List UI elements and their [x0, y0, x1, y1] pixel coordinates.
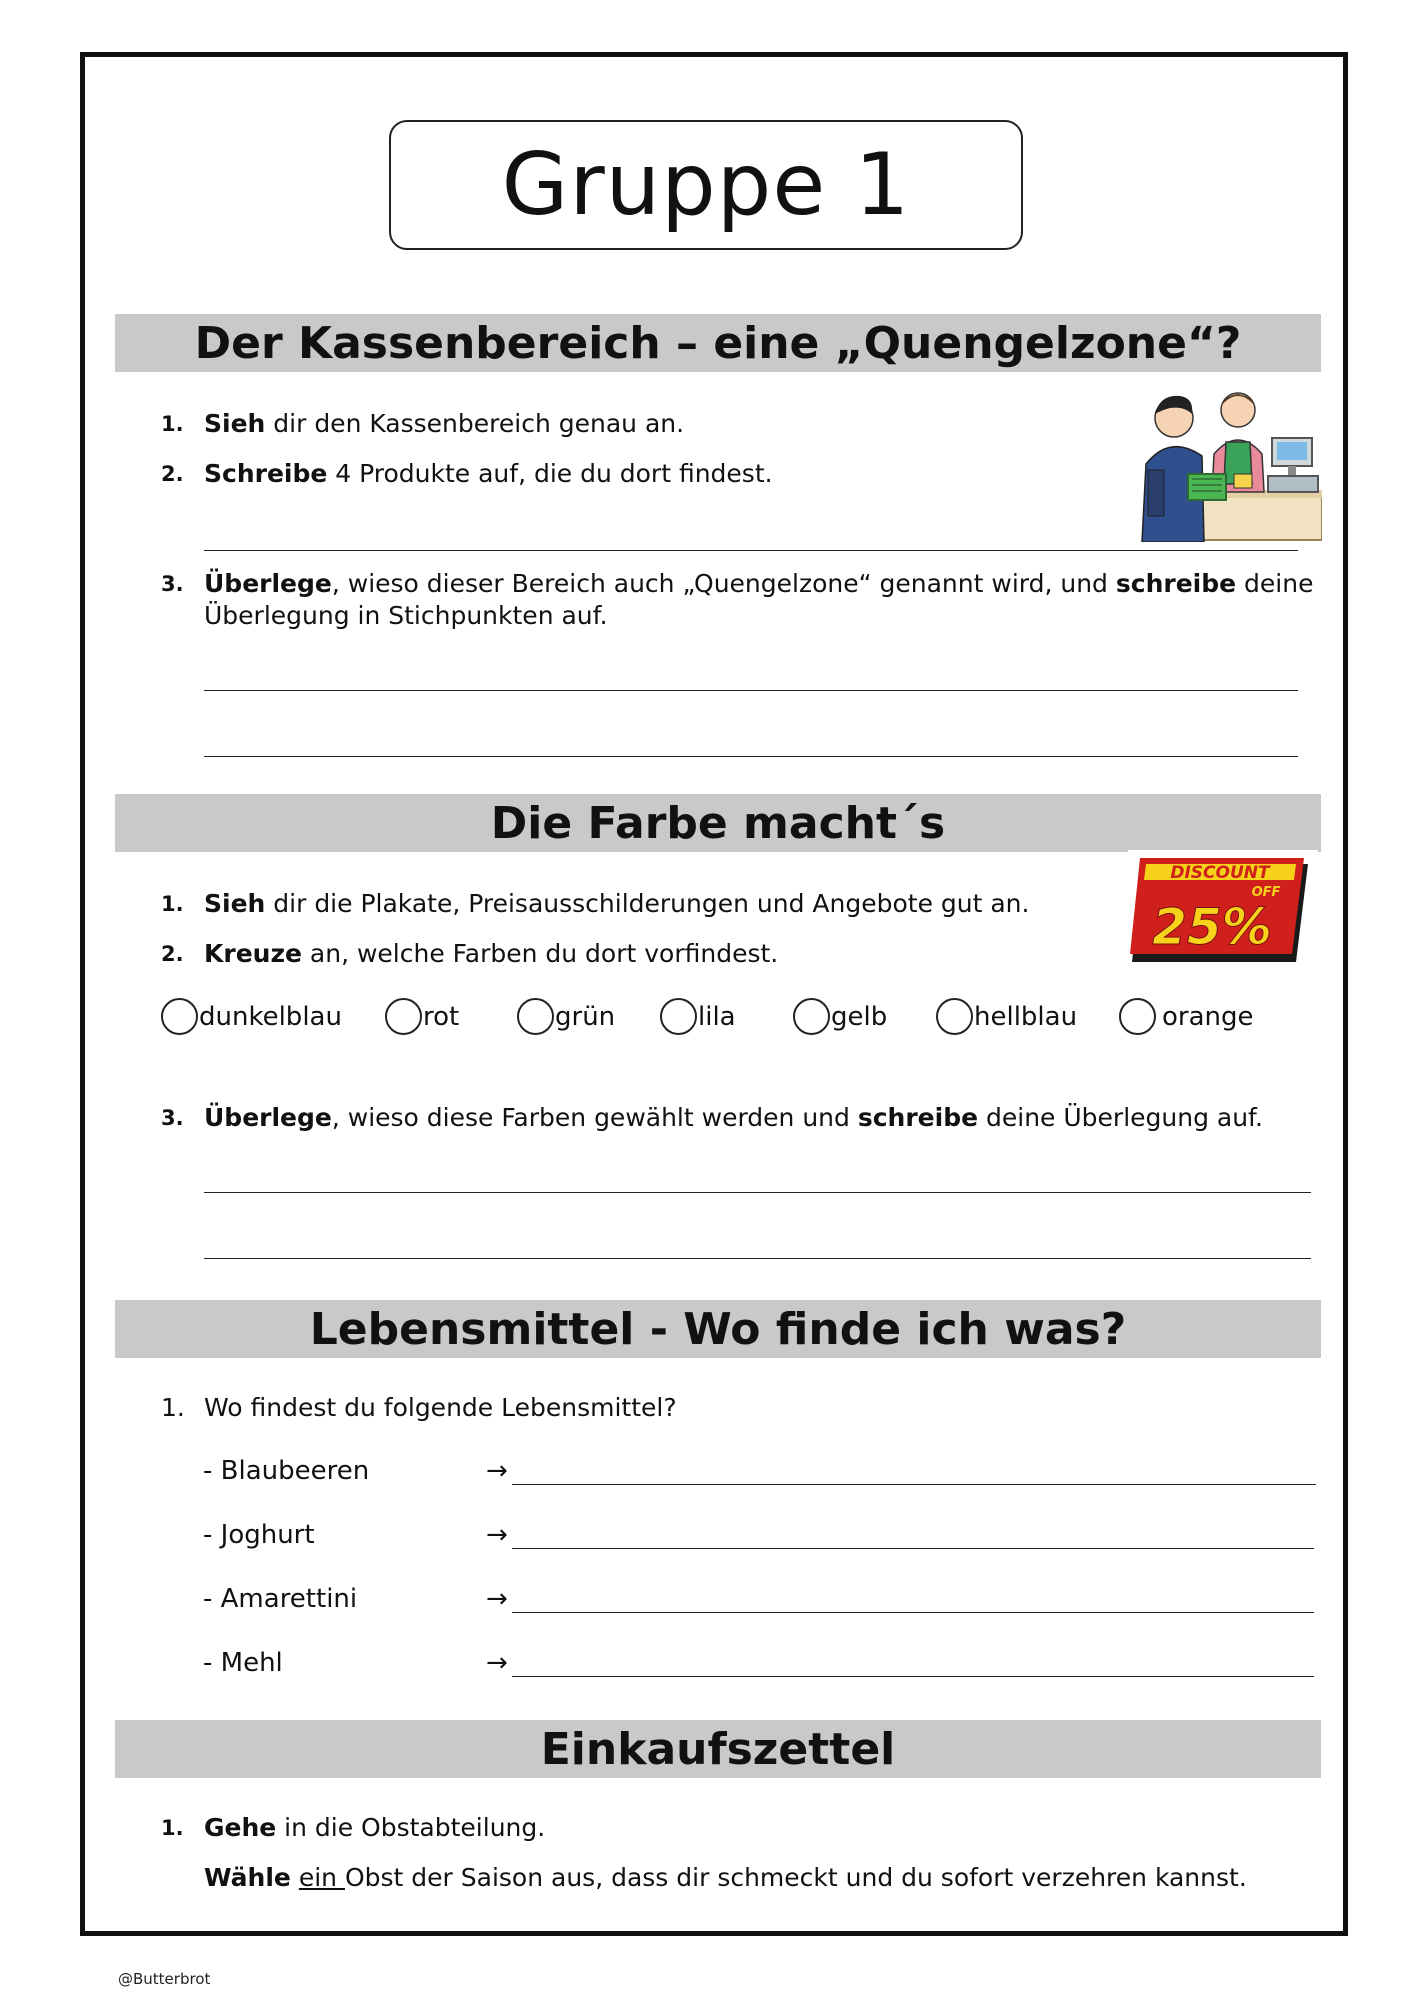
section-title: Einkaufszettel: [540, 1723, 896, 1775]
color-label: grün: [555, 1001, 616, 1032]
arrow-right-icon: →: [486, 1648, 508, 1678]
section-header-kassenbereich: [115, 314, 1321, 372]
section-header-einkaufszettel: [115, 1720, 1321, 1778]
task-verb: schreibe: [857, 1103, 979, 1132]
checkbox-circle[interactable]: [385, 998, 422, 1035]
checkbox-circle[interactable]: [161, 998, 198, 1035]
answer-line[interactable]: [204, 550, 1298, 551]
badge-percent-text: 25%: [1152, 898, 1272, 956]
color-label: rot: [423, 1001, 460, 1032]
section-title: Die Farbe macht´s: [490, 797, 946, 849]
group-title: Gruppe 1: [501, 135, 911, 235]
food-item: - Blaubeeren: [203, 1456, 370, 1486]
color-option-hellblau[interactable]: [936, 998, 1077, 1035]
task-number: 3.: [161, 572, 184, 596]
task-text: deine Überlegung auf.: [978, 1103, 1263, 1132]
badge-discount-text: DISCOUNT: [1170, 863, 1270, 883]
color-label: hellblau: [974, 1001, 1078, 1032]
task-number: 2.: [161, 462, 184, 486]
task-text: Überlegung in Stichpunkten auf.: [204, 601, 608, 630]
task-text: in die Obstabteilung.: [276, 1813, 546, 1842]
arrow-right-icon: →: [486, 1584, 508, 1614]
task-verb: schreibe: [1115, 569, 1237, 598]
answer-line[interactable]: [512, 1612, 1314, 1613]
answer-line[interactable]: [204, 756, 1298, 757]
answer-line[interactable]: [512, 1548, 1314, 1549]
section-title: Lebensmittel - Wo finde ich was?: [309, 1303, 1127, 1355]
checkbox-circle[interactable]: [793, 998, 830, 1035]
checkbox-circle[interactable]: [1119, 998, 1156, 1035]
section-header-farbe: [115, 794, 1321, 852]
checkbox-circle[interactable]: [517, 998, 554, 1035]
task-text: , wieso dieser Bereich auch „Quengelzone“ genannt wird, und: [331, 569, 1116, 598]
answer-line[interactable]: [204, 690, 1298, 691]
answer-line[interactable]: [512, 1676, 1314, 1677]
answer-line[interactable]: [512, 1484, 1316, 1485]
color-option-dunkelblau[interactable]: [161, 998, 342, 1035]
color-option-gruen[interactable]: [517, 998, 615, 1035]
underlined-word: ein: [298, 1863, 345, 1892]
checkbox-circle[interactable]: [936, 998, 973, 1035]
task-number: 3.: [161, 1106, 184, 1130]
color-option-rot[interactable]: [385, 998, 459, 1035]
color-option-gelb[interactable]: [793, 998, 887, 1035]
badge-off-text: OFF: [1251, 885, 1281, 900]
food-item: - Joghurt: [203, 1520, 315, 1550]
color-label: dunkelblau: [199, 1001, 342, 1032]
task-number: 1.: [161, 1816, 184, 1840]
task-verb: Gehe: [204, 1813, 277, 1842]
section-title: Der Kassenbereich – eine „Quengelzone“?: [194, 317, 1242, 369]
color-label: lila: [698, 1001, 736, 1032]
food-item: - Mehl: [203, 1648, 283, 1678]
task-verb: Schreibe: [204, 459, 328, 488]
task-verb: Überlege: [204, 1103, 332, 1132]
answer-line[interactable]: [204, 1258, 1311, 1259]
food-item: - Amarettini: [203, 1584, 358, 1614]
task-text: Obst der Saison aus, dass dir schmeckt und du sofort verzehren kannst.: [344, 1863, 1247, 1892]
group-title-box: [389, 120, 1023, 250]
task-number: 1.: [161, 892, 184, 916]
color-option-orange[interactable]: [1119, 998, 1254, 1035]
task-verb: Kreuze: [204, 939, 302, 968]
task-text: dir den Kassenbereich genau an.: [265, 409, 685, 438]
section-header-lebensmittel: [115, 1300, 1321, 1358]
arrow-right-icon: →: [486, 1456, 508, 1486]
task-number: 1.: [161, 1393, 185, 1422]
task-text: Wo findest du folgende Lebensmittel?: [204, 1393, 677, 1422]
task-text: 4 Produkte auf, die du dort findest.: [327, 459, 773, 488]
color-label: orange: [1162, 1001, 1254, 1032]
discount-badge: [1128, 850, 1318, 970]
answer-line[interactable]: [204, 1192, 1311, 1193]
task-number: 2.: [161, 942, 184, 966]
task-verb: Sieh: [204, 409, 266, 438]
task-text: deine: [1236, 569, 1314, 598]
checkbox-circle[interactable]: [660, 998, 697, 1035]
task-verb: Wähle: [204, 1863, 291, 1892]
color-option-lila[interactable]: [660, 998, 736, 1035]
task-number: 1.: [161, 412, 184, 436]
arrow-right-icon: →: [486, 1520, 508, 1550]
task-verb: Überlege: [204, 569, 332, 598]
color-label: gelb: [831, 1001, 888, 1032]
credit-text: @Butterbrot: [118, 1970, 211, 1988]
cashier-illustration: [1140, 384, 1322, 542]
task-verb: Sieh: [204, 889, 266, 918]
task-text: dir die Plakate, Preisausschilderungen und Angebote gut an.: [265, 889, 1030, 918]
task-text: an, welche Farben du dort vorfindest.: [301, 939, 779, 968]
task-text: , wieso diese Farben gewählt werden und: [331, 1103, 858, 1132]
